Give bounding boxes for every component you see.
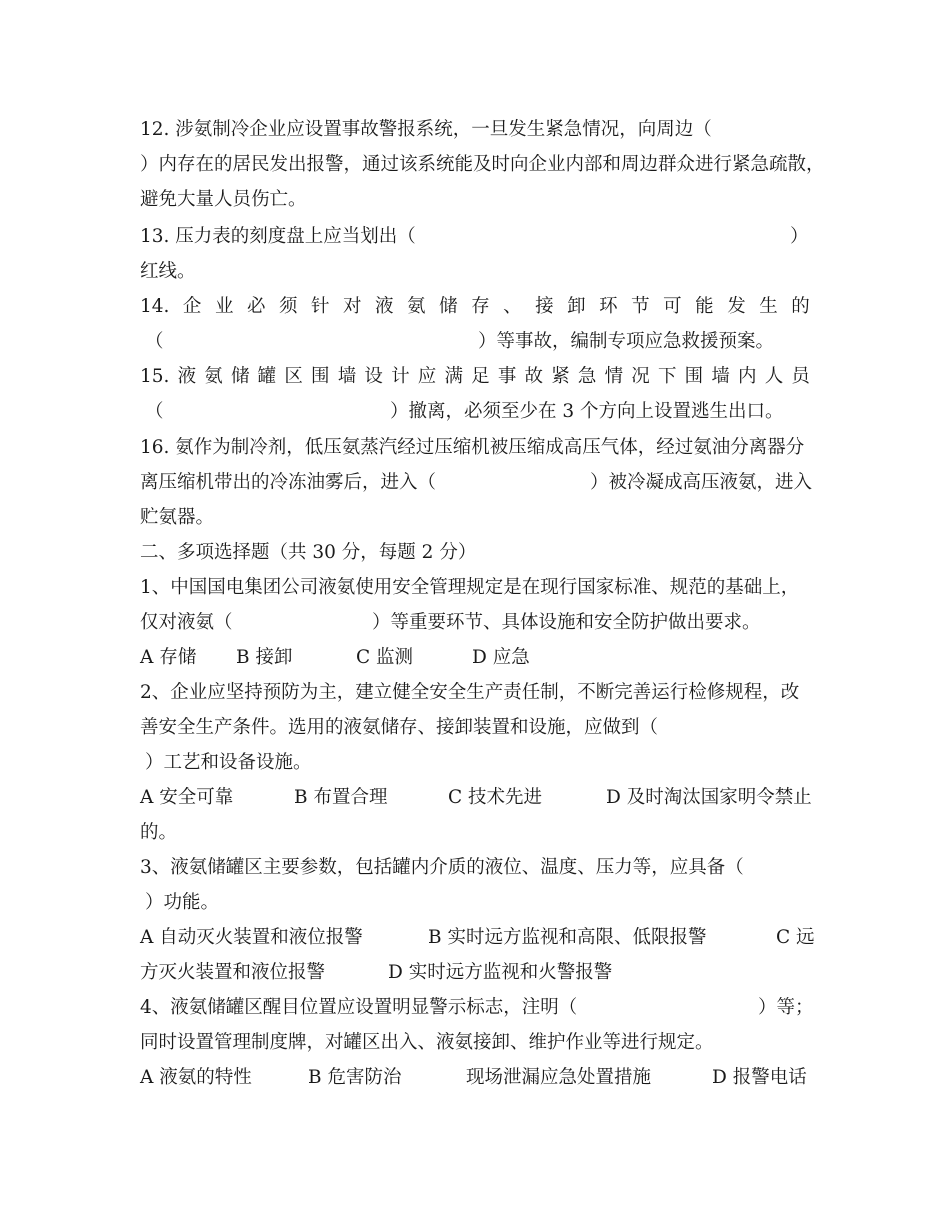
m1-line2b: ）等重要环节、具体设施和安全防护做出要求。 <box>372 612 761 633</box>
q15-char: 计 <box>391 366 410 387</box>
option-b: B 实时远方监视和高限、低限报警 <box>428 927 707 948</box>
q15-char: 氨 <box>204 366 223 387</box>
q15-char: 15. <box>140 366 170 387</box>
q16-line2a: 离压缩机带出的冷冻油雾后，进入（ <box>140 472 437 493</box>
q15-line2-tail: ）撤离，必须至少在 3 个方向上设置逃生出口。 <box>390 401 784 422</box>
q15-open-paren: （ <box>145 401 164 422</box>
q12-line1: 12. 涉氨制冷企业应设置事故警报系统，一旦发生紧急情况，向周边（ <box>140 119 712 140</box>
q15-char: 员 <box>791 366 810 387</box>
q16-line2b: ）被冷凝成高压液氨，进入 <box>590 472 813 493</box>
q14-char: 环 <box>599 296 618 317</box>
q14-char: 能 <box>695 296 714 317</box>
m1-line2a: 仅对液氨（ <box>140 612 233 633</box>
q14-char: 储 <box>439 296 458 317</box>
q15-char: 事 <box>497 366 517 387</box>
m4-line2: 同时设置管理制度牌，对罐区出入、液氨接卸、维护作业等进行规定。 <box>140 1032 714 1053</box>
option-c-cont: 方灭火装置和液位报警 <box>140 962 326 983</box>
q15-char: 储 <box>230 366 250 387</box>
option-d: D 报警电话 <box>712 1067 807 1088</box>
q15-char: 墙 <box>711 366 730 387</box>
q15-char: 罐 <box>257 366 277 387</box>
q14-char: 节 <box>631 296 650 317</box>
m2-line2: 善安全生产条件。选用的液氨储存、接卸装置和设施，应做到（ <box>140 717 659 738</box>
m2-line3: ）工艺和设备设施。 <box>145 752 312 773</box>
q15-char: 设 <box>364 366 383 387</box>
option-a: A 液氨的特性 <box>140 1067 252 1088</box>
q14-char: 必 <box>246 296 266 317</box>
q14-char: 14. <box>140 296 170 317</box>
option-d: D 及时淘汰国家明令禁止 <box>606 787 812 808</box>
q14-char: 、 <box>503 296 522 317</box>
option-b: B 危害防治 <box>308 1067 402 1088</box>
q14-char: 企 <box>182 296 202 317</box>
q14-char: 针 <box>310 296 330 317</box>
q15-char: 下 <box>657 366 677 387</box>
q14-char: 业 <box>214 296 234 317</box>
m2-line1: 2、企业应坚持预防为主，建立健全安全生产责任制，不断完善运行检修规程，改 <box>140 682 800 703</box>
option-c: C 监测 <box>356 647 414 668</box>
option-c: 现场泄漏应急处置措施 <box>466 1067 652 1088</box>
q15-char: 液 <box>177 366 197 387</box>
q16-line1: 16. 氨作为制冷剂，低压氨蒸汽经过压缩机被压缩成高压气体，经过氨油分离器分 <box>140 437 805 458</box>
q14-char: 发 <box>727 296 746 317</box>
q15-char: 墙 <box>337 366 357 387</box>
q14-char: 须 <box>278 296 298 317</box>
option-b: B 布置合理 <box>294 787 388 808</box>
q15-char: 满 <box>444 366 463 387</box>
q12-line3: 避免大量人员伤亡。 <box>140 189 307 210</box>
q14-char: 卸 <box>567 296 586 317</box>
q12-line2: ）内存在的居民发出报警，通过该系统能及时向企业内部和周边群众进行紧急疏散， <box>140 154 825 175</box>
option-a: A 存储 <box>140 647 197 668</box>
option-d: D 应急 <box>472 647 530 668</box>
m3-line1: 3、液氨储罐区主要参数，包括罐内介质的液位、温度、压力等，应具备（ <box>140 857 744 878</box>
q13-line1: 13. 压力表的刻度盘上应当划出（ <box>140 226 416 247</box>
q15-char: 急 <box>577 366 597 387</box>
m4-line1b: ）等； <box>758 997 814 1018</box>
q15-line1 <box>140 365 810 389</box>
q13-close-paren: ） <box>790 226 809 247</box>
section-heading: 二、多项选择题（共 30 分，每题 2 分） <box>140 542 477 563</box>
q15-char: 内 <box>738 366 757 387</box>
q13-line2: 红线。 <box>140 261 196 282</box>
q16-line3: 贮氨器。 <box>140 507 215 528</box>
option-d: D 实时远方监视和火警报警 <box>388 962 613 983</box>
q15-char: 区 <box>284 366 303 387</box>
q15-char: 足 <box>471 366 490 387</box>
q14-line1 <box>140 295 810 319</box>
q14-char: 的 <box>791 296 810 317</box>
m4-line1a: 4、液氨储罐区醒目位置应设置明显警示标志，注明（ <box>140 997 578 1018</box>
q14-char: 液 <box>375 296 394 317</box>
m3-line2: ）功能。 <box>145 892 220 913</box>
option-c: C 远 <box>776 927 815 948</box>
q15-char: 应 <box>417 366 437 387</box>
option-b: B 接卸 <box>236 647 293 668</box>
option-a: A 安全可靠 <box>140 787 234 808</box>
option-c: C 技术先进 <box>448 787 543 808</box>
q14-char: 可 <box>663 296 682 317</box>
q15-char: 况 <box>631 366 650 387</box>
q14-char: 接 <box>535 296 554 317</box>
q14-char: 对 <box>343 296 362 317</box>
q14-line2-tail: ）等事故，编制专项应急救援预案。 <box>478 331 775 352</box>
q14-char: 存 <box>471 296 490 317</box>
q14-char: 氨 <box>407 296 426 317</box>
q15-char: 紧 <box>551 366 570 387</box>
m1-line1: 1、中国国电集团公司液氨使用安全管理规定是在现行国家标准、规范的基础上， <box>140 577 800 598</box>
m2-options-wrap: 的。 <box>140 822 178 843</box>
option-a: A 自动灭火装置和液位报警 <box>140 927 363 948</box>
q15-char: 围 <box>684 366 704 387</box>
q14-open-paren: （ <box>145 331 164 352</box>
q14-char: 生 <box>759 296 778 317</box>
q15-char: 故 <box>524 366 544 387</box>
q15-char: 人 <box>764 366 784 387</box>
m4-options <box>140 1066 807 1210</box>
q15-char: 围 <box>311 366 330 387</box>
q15-char: 情 <box>604 366 624 387</box>
